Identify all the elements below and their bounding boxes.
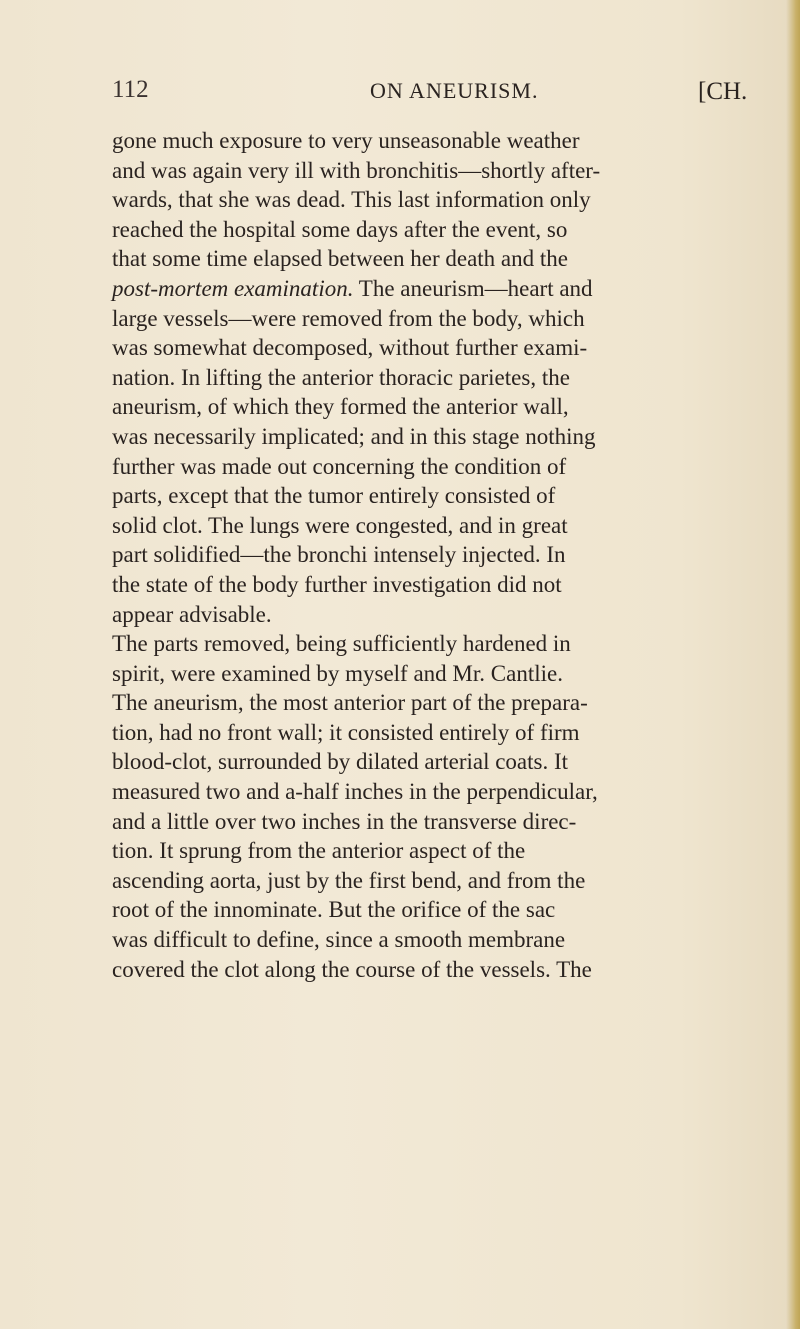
text-line: and was again very ill with bronchitis—shortly after- <box>112 157 601 183</box>
text-line: covered the clot along the course of the vessels. The <box>112 956 592 982</box>
text-line: measured two and a-half inches in the perpendicular, <box>112 779 598 805</box>
text-line: root of the innominate. But the orifice of the sac <box>112 897 556 923</box>
text-line: tion, had no front wall; it consisted entirely of firm <box>112 719 580 745</box>
text-line: The parts removed, being sufficiently hardened in <box>112 631 571 657</box>
running-title: ON ANEURISM. <box>370 78 539 103</box>
text-line: wards, that she was dead. This last information only <box>112 187 591 213</box>
text-line: the state of the body further investigation did not <box>112 571 562 597</box>
text-line: and a little over two inches in the transverse direc- <box>112 808 577 834</box>
page-number: 112 <box>112 76 149 103</box>
text-line: nation. In lifting the anterior thoracic parietes, the <box>112 364 570 390</box>
text-line: was necessarily implicated; and in this stage nothing <box>112 423 596 449</box>
text-line: reached the hospital some days after the event, so <box>112 216 568 242</box>
page-edge <box>786 0 800 1329</box>
text-line: aneurism, of which they formed the anterior wall, <box>112 394 569 420</box>
text-line: parts, except that the tumor entirely consisted of <box>112 483 556 509</box>
text-line: blood-clot, surrounded by dilated arterial coats. It <box>112 749 569 775</box>
text-line <box>112 274 772 304</box>
text-line: further was made out concerning the condition of <box>112 453 567 479</box>
line-continuation: The aneurism—heart and <box>353 275 593 301</box>
text-line: gone much exposure to very unseasonable weather <box>112 128 580 153</box>
text-line: that some time elapsed between her death and the <box>112 246 568 272</box>
text-line: part solidified—the bronchi intensely injected. In <box>112 542 566 568</box>
text-line: appear advisable. <box>112 601 272 627</box>
text-line: solid clot. The lungs were congested, and in great <box>112 512 568 538</box>
text-line: spirit, were examined by myself and Mr. Cantlie. <box>112 660 563 686</box>
body-text <box>112 126 772 984</box>
text-line: ascending aorta, just by the first bend, and from the <box>112 867 586 893</box>
text-line: was somewhat decomposed, without further exami- <box>112 335 588 361</box>
text-line: tion. It sprung from the anterior aspect of the <box>112 838 526 864</box>
text-line: The aneurism, the most anterior part of the prepara- <box>112 690 588 716</box>
text-line: large vessels—were removed from the body, which <box>112 305 585 331</box>
text-line: was difficult to define, since a smooth membrane <box>112 927 566 953</box>
italic-phrase: post-mortem examination. <box>112 275 354 301</box>
chapter-mark: [CH. <box>698 78 748 105</box>
running-header <box>112 76 748 110</box>
